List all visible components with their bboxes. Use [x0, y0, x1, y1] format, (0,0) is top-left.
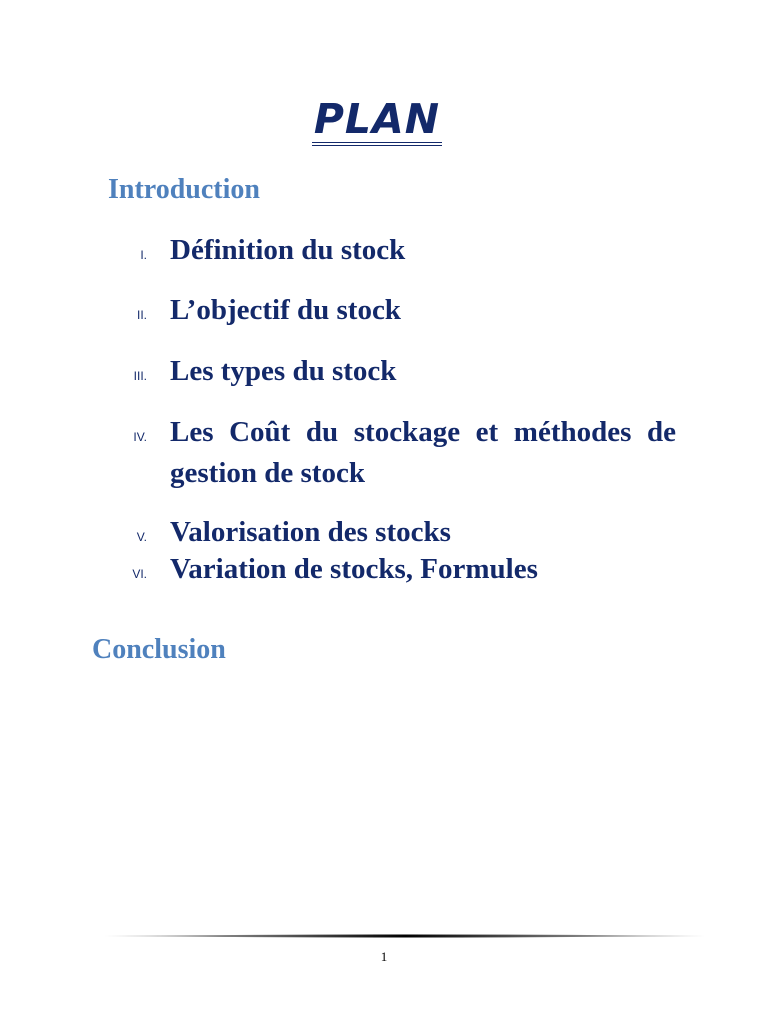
page-title-text: PLAN — [312, 96, 442, 146]
item-number: I. — [140, 248, 147, 262]
introduction-heading: Introduction — [108, 174, 260, 205]
conclusion-heading: Conclusion — [92, 634, 226, 665]
item-number: II. — [136, 308, 147, 322]
item-text: Variation de stocks, Formules — [170, 553, 538, 585]
footer-divider — [104, 934, 706, 938]
item-number: VI. — [132, 567, 147, 581]
item-text: L’objectif du stock — [170, 294, 401, 326]
item-text: Définition du stock — [170, 234, 406, 266]
page-number: 1 — [380, 949, 388, 964]
item-number: III. — [133, 369, 147, 383]
item-text: Les Coût du stockage et méthodes de gestion de stock — [170, 416, 676, 489]
item-text: Valorisation des stocks — [170, 516, 451, 548]
page-title — [0, 96, 754, 146]
item-number: IV. — [133, 430, 147, 444]
item-text: Les types du stock — [170, 355, 397, 387]
item-number: V. — [136, 530, 147, 544]
